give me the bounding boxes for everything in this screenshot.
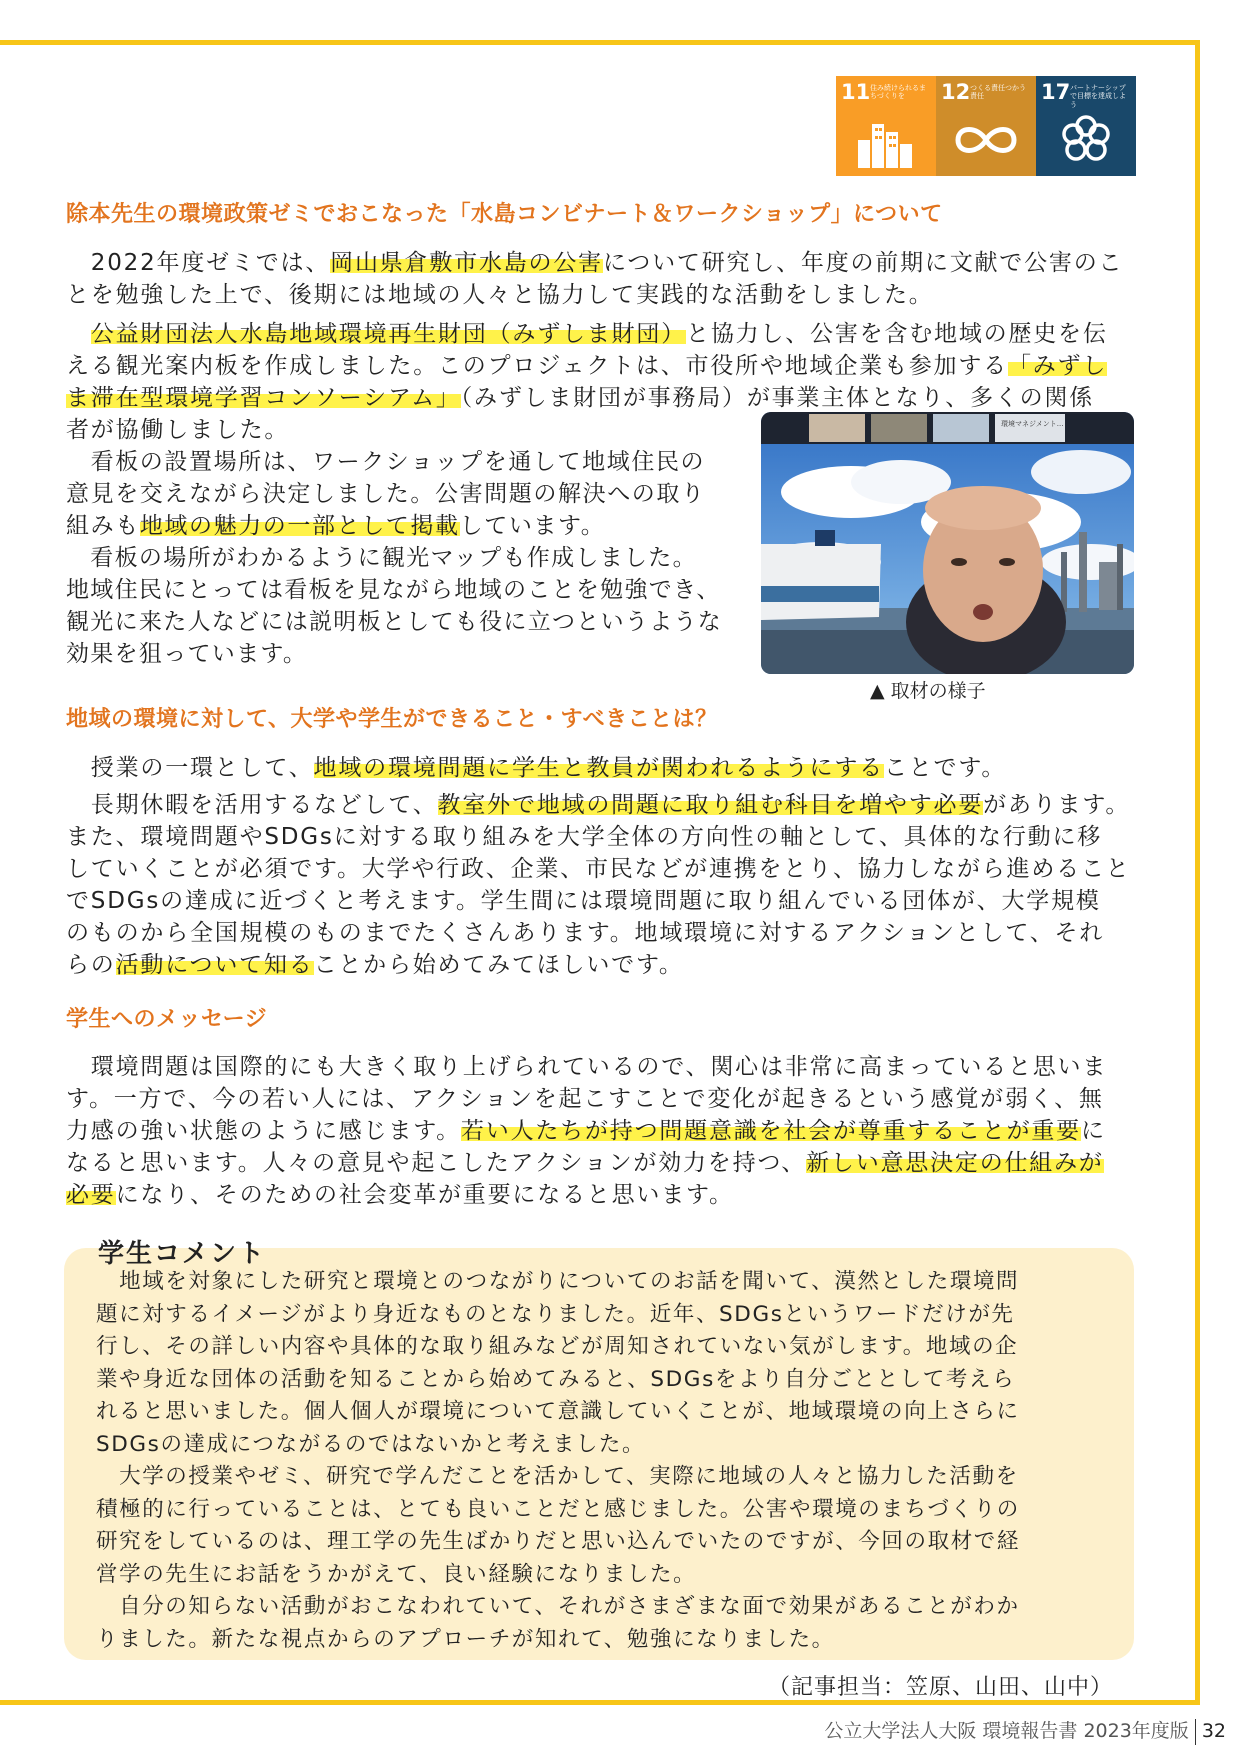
section2-paragraph-2 [66,789,1131,981]
text-line: 地域住民にとっては看板を見ながら地域のことを勉強でき、 [66,577,721,603]
interview-photo [761,412,1134,674]
flower-icon [1058,112,1114,168]
highlight: ま滞在型環境学習コンソーシアム」 [66,385,461,411]
page-footer [824,1716,1226,1745]
student-comment-text [96,1266,1020,1656]
text-line: 環境問題は国際的にも大きく取り上げられているので、関心は非常に高まっていると思いま [66,1054,1108,1080]
screen-share-text: 環境マネジメント... [1001,420,1064,428]
section3-heading: 学生へのメッセージ [66,1007,268,1032]
text-line: らの活動について知ることから始めてみてほしいです。 [66,952,684,978]
text-line: 者が協働しました。 [66,417,290,443]
section2-paragraph-1 [66,752,1006,784]
comment-line: 営学の先生にお話をうかがえて、良い経験になりました。 [96,1561,697,1587]
text-line: 力感の強い状態のように感じます。若い人たちが持つ問題意識を社会が尊重することが重要に [66,1118,1106,1144]
text-line: 2022年度ゼミでは、岡山県倉敷市水島の公害について研究し、年度の前期に文献で公害のこ [66,250,1124,276]
highlight: 教室外で地域の問題に取り組む科目を増やす必要 [437,792,984,818]
text-line: 看板の場所がわかるように観光マップも作成しました。 [66,545,697,571]
text-line: なると思います。人々の意見や起こしたアクションが効力を持つ、新しい意思決定の仕組みが [66,1150,1104,1176]
sdg-label: パートナーシップで目標を達成しよう [1070,84,1126,109]
photo-caption: ▲ 取材の様子 [870,680,986,702]
text-line: 観光に来た人などには説明板としても役に立つというような [66,609,723,635]
text-line: 長期休暇を活用するなどして、教室外で地域の問題に取り組む科目を増やす必要があります。 [66,792,1131,818]
comment-line: りました。新たな視点からのアプローチが知れて、勉強になりました。 [96,1626,835,1652]
section1-paragraph-4 [66,542,722,670]
publication-title: 公立大学法人大阪 環境報告書 2023年度版 [824,1720,1189,1742]
text-line: していくことが必須です。大学や行政、企業、市民などが連携をとり、協力しながら進めること [66,856,1131,882]
text-line: 看板の設置場所は、ワークショップを通して地域住民の [66,449,706,475]
highlight: 「みずし [1007,353,1108,379]
comment-line: 題に対するイメージがより身近なものとなりました。近年、SDGsというワードだけが先 [96,1301,1015,1327]
section1-paragraph-1 [66,247,1123,311]
text-line: える観光案内板を作成しました。このプロジェクトは、市役所や地域企業も参加する「みずし [66,353,1108,379]
student-comment-title: 学生コメント [98,1239,267,1269]
text-line: のものから全国規模のものまでたくさんあります。地域環境に対するアクションとして、それ [66,920,1105,946]
sdg-number: 17 [1041,80,1071,104]
text-line: 授業の一環として、地域の環境問題に学生と教員が関われるようにすることです。 [66,755,1007,781]
sdg-17-badge [1036,76,1136,176]
sdg-12-badge [936,76,1036,176]
highlight: 必要 [66,1182,116,1208]
text-line: ま滞在型環境学習コンソーシアム」（みずしま財団が事務局）が事業主体となり、多くの関係 [66,385,1095,411]
sdg-label: つくる責任つかう責任 [970,84,1026,101]
text-line: でSDGsの達成に近づくと考えます。学生間には環境問題に取り組んでいる団体が、大学規模 [66,888,1101,914]
section1-paragraph-3 [66,446,706,542]
sdg-label: 住み続けられるまちづくりを [870,84,926,101]
comment-line: 地域を対象にした研究と環境とのつながりについてのお話を聞いて、漠然とした環境問 [96,1269,1020,1294]
text-line: とを勉強した上で、後期には地域の人々と協力して実践的な活動をしました。 [66,282,934,308]
sdg-badges [836,76,1136,176]
highlight: 新しい意思決定の仕組みが [806,1150,1104,1176]
highlight: 公益財団法人水島地域環境再生財団（みずしま財団） [90,321,687,347]
section2-heading: 地域の環境に対して、大学や学生ができること・すべきことは？ [66,707,718,732]
text-line: また、環境問題やSDGsに対する取り組みを大学全体の方向性の軸として、具体的な行動に移 [66,824,1103,850]
text-line: 必要になり、そのための社会変革が重要になると思います。 [66,1182,734,1208]
comment-line: 研究をしているのは、理工学の先生ばかりだと思い込んでいたのですが、今回の取材で経 [96,1529,1021,1554]
page-number: 32 [1201,1720,1226,1742]
text-line: 意見を交えながら決定しました。公害問題の解決への取り [66,481,706,507]
sdg-number: 12 [941,80,971,104]
section1-heading: 除本先生の環境政策ゼミでおこなった「水島コンビナート＆ワークショップ」について [66,202,943,227]
sdg-11-badge [836,76,936,176]
sdg-number: 11 [841,80,871,104]
highlight: 若い人たちが持つ問題意識を社会が尊重することが重要 [460,1118,1081,1144]
comment-line: SDGsの達成につながるのではないかと考えました。 [96,1431,646,1457]
comment-line: 業や身近な団体の活動を知ることから始めてみると、SDGsをより自分ごととして考えら [96,1366,1016,1392]
comment-line: 自分の知らない活動がおこなわれていて、それがさまざまな面で効果があることがわか [96,1594,1020,1619]
highlight: 活動について知る [115,952,314,978]
footer-divider [1195,1719,1196,1745]
section3-paragraph-1 [66,1051,1107,1211]
text-line: 公益財団法人水島地域環境再生財団（みずしま財団）と協力し、公害を含む地域の歴史を伝 [90,321,1108,347]
comment-line: れると思いました。個人個人が環境について意識していくことが、地域環境の向上さらに [96,1399,1020,1424]
article-credit: （記事担当：笠原、山田、山中） [768,1675,1114,1700]
highlight: 地域の魅力の一部として掲載 [139,513,460,539]
highlight: 地域の環境問題に学生と教員が関われるようにする [313,755,884,781]
infinity-icon [954,120,1018,160]
comment-line: 大学の授業やゼミ、研究で学んだことを活かして、実際に地域の人々と協力した活動を [96,1464,1019,1489]
comment-line: 行し、その詳しい内容や具体的な取り組みなどが周知されていない気がします。地域の企 [96,1334,1019,1359]
highlight: 岡山県倉敷市水島の公害 [330,250,603,276]
text-line: 組みも地域の魅力の一部として掲載しています。 [66,513,606,539]
comment-line: 積極的に行っていることは、とても良いことだと感じました。公害や環境のまちづくりの [96,1496,1020,1522]
city-icon [856,114,916,168]
text-line: 効果を狙っています。 [66,641,308,667]
text-line: す。一方で、今の若い人には、アクションを起こすことで変化が起きるという感覚が弱く、無 [66,1086,1104,1112]
